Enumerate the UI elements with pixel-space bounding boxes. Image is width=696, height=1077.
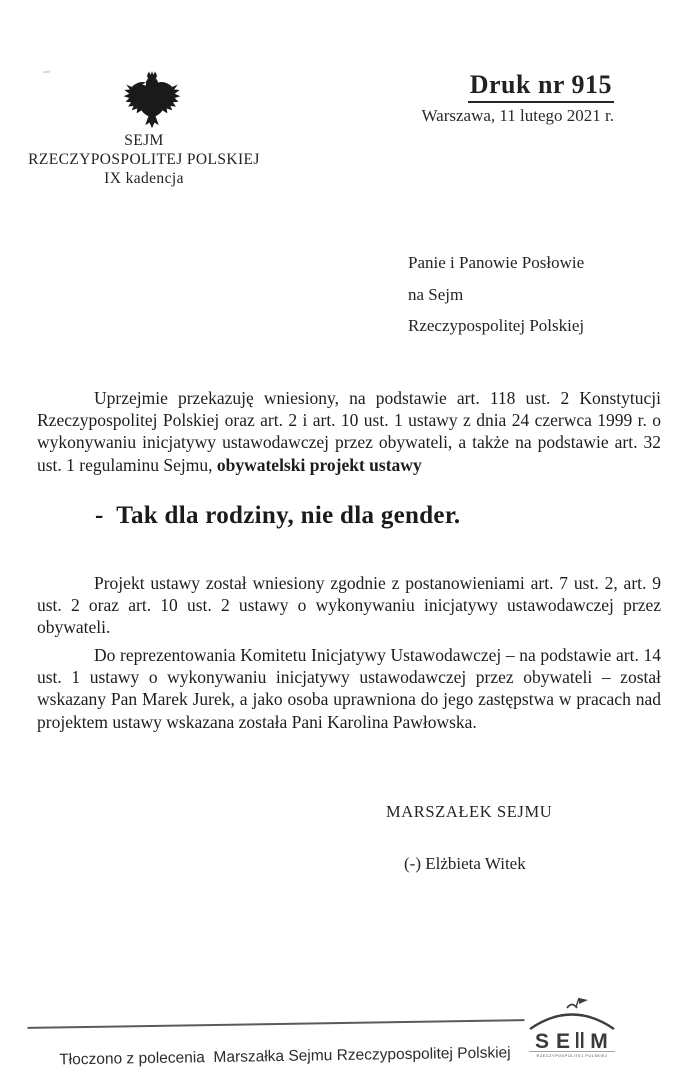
logo-caption: RZECZYPOSPOLITEJ POLSKIEJ bbox=[536, 1053, 608, 1058]
logo-letter-m: M bbox=[590, 1030, 608, 1053]
logo-letter-s: S bbox=[534, 1030, 550, 1053]
polish-eagle-emblem bbox=[121, 71, 183, 130]
signer-name: (-) Elżbieta Witek bbox=[404, 854, 526, 873]
paragraph-transmittal bbox=[37, 387, 661, 476]
logo-letter-e: E bbox=[555, 1030, 571, 1053]
sejm-dome-icon bbox=[527, 996, 617, 1062]
institution-line-term: IX kadencja bbox=[104, 170, 184, 187]
institution-line-sejm: SEJM bbox=[124, 132, 164, 149]
sejm-logo bbox=[527, 996, 617, 1062]
institution-line-republic: RZECZYPOSPOLITEJ POLSKIEJ bbox=[28, 151, 260, 168]
recipient-line-3: Rzeczypospolitej Polskiej bbox=[408, 316, 585, 335]
print-note-text: Tłoczono z polecenia Marszałka Sejmu Rzeczypospolitej Polskiej bbox=[59, 1044, 511, 1069]
document-date: Warszawa, 11 lutego 2021 r. bbox=[421, 106, 614, 125]
eagle-icon bbox=[121, 71, 183, 130]
paragraph-transmittal-bold: obywatelski projekt ustawy bbox=[216, 454, 422, 475]
document-number-block bbox=[392, 70, 614, 126]
recipient-block bbox=[408, 247, 584, 342]
bill-title: - Tak dla rodziny, nie dla gender. bbox=[95, 502, 461, 529]
paragraph-transmittal-text: Uprzejmie przekazuję wniesiony, na podstawie art. 118 ust. 2 Konstytucji Rzeczypospolitej Polskiej oraz art. 2 i art. 10 ust. 1 ustawy z dnia 24 czerwca 1999 r. o wykonywaniu inicjatywy ustawodawczej przez obywateli, a także na podstawie art. 32 ust. 1 regulaminu Sejmu, bbox=[37, 388, 661, 475]
document-number: Druk nr 915 bbox=[468, 70, 614, 103]
recipient-line-1: Panie i Panowie Posłowie bbox=[408, 253, 585, 272]
signer-office: MARSZAŁEK SEJMU bbox=[386, 802, 553, 821]
recipient-line-2: na Sejm bbox=[408, 284, 464, 304]
institution-block bbox=[21, 131, 267, 188]
paragraph-filing: Projekt ustawy został wniesiony zgodnie z postanowieniami art. 7 ust. 2, art. 9 ust. 2 oraz art. 10 ust. 2 ustawy o wykonywaniu inicjatywy ustawodawczej przez obywateli. bbox=[37, 573, 661, 638]
print-note-bar bbox=[27, 1019, 525, 1077]
paragraph-committee: Do reprezentowania Komitetu Inicjatywy Ustawodawczej – na podstawie art. 14 ust. 1 ustawy o wykonywaniu inicjatywy ustawodawczej przez obywateli – został wskazany Pan Marek Jurek, a jako osoba uprawniona do jego zastępstwa w pracach nad projektem ustawy wskazana została Pani Karolina Pawłowska. bbox=[37, 645, 661, 732]
scan-artifact bbox=[43, 71, 50, 74]
